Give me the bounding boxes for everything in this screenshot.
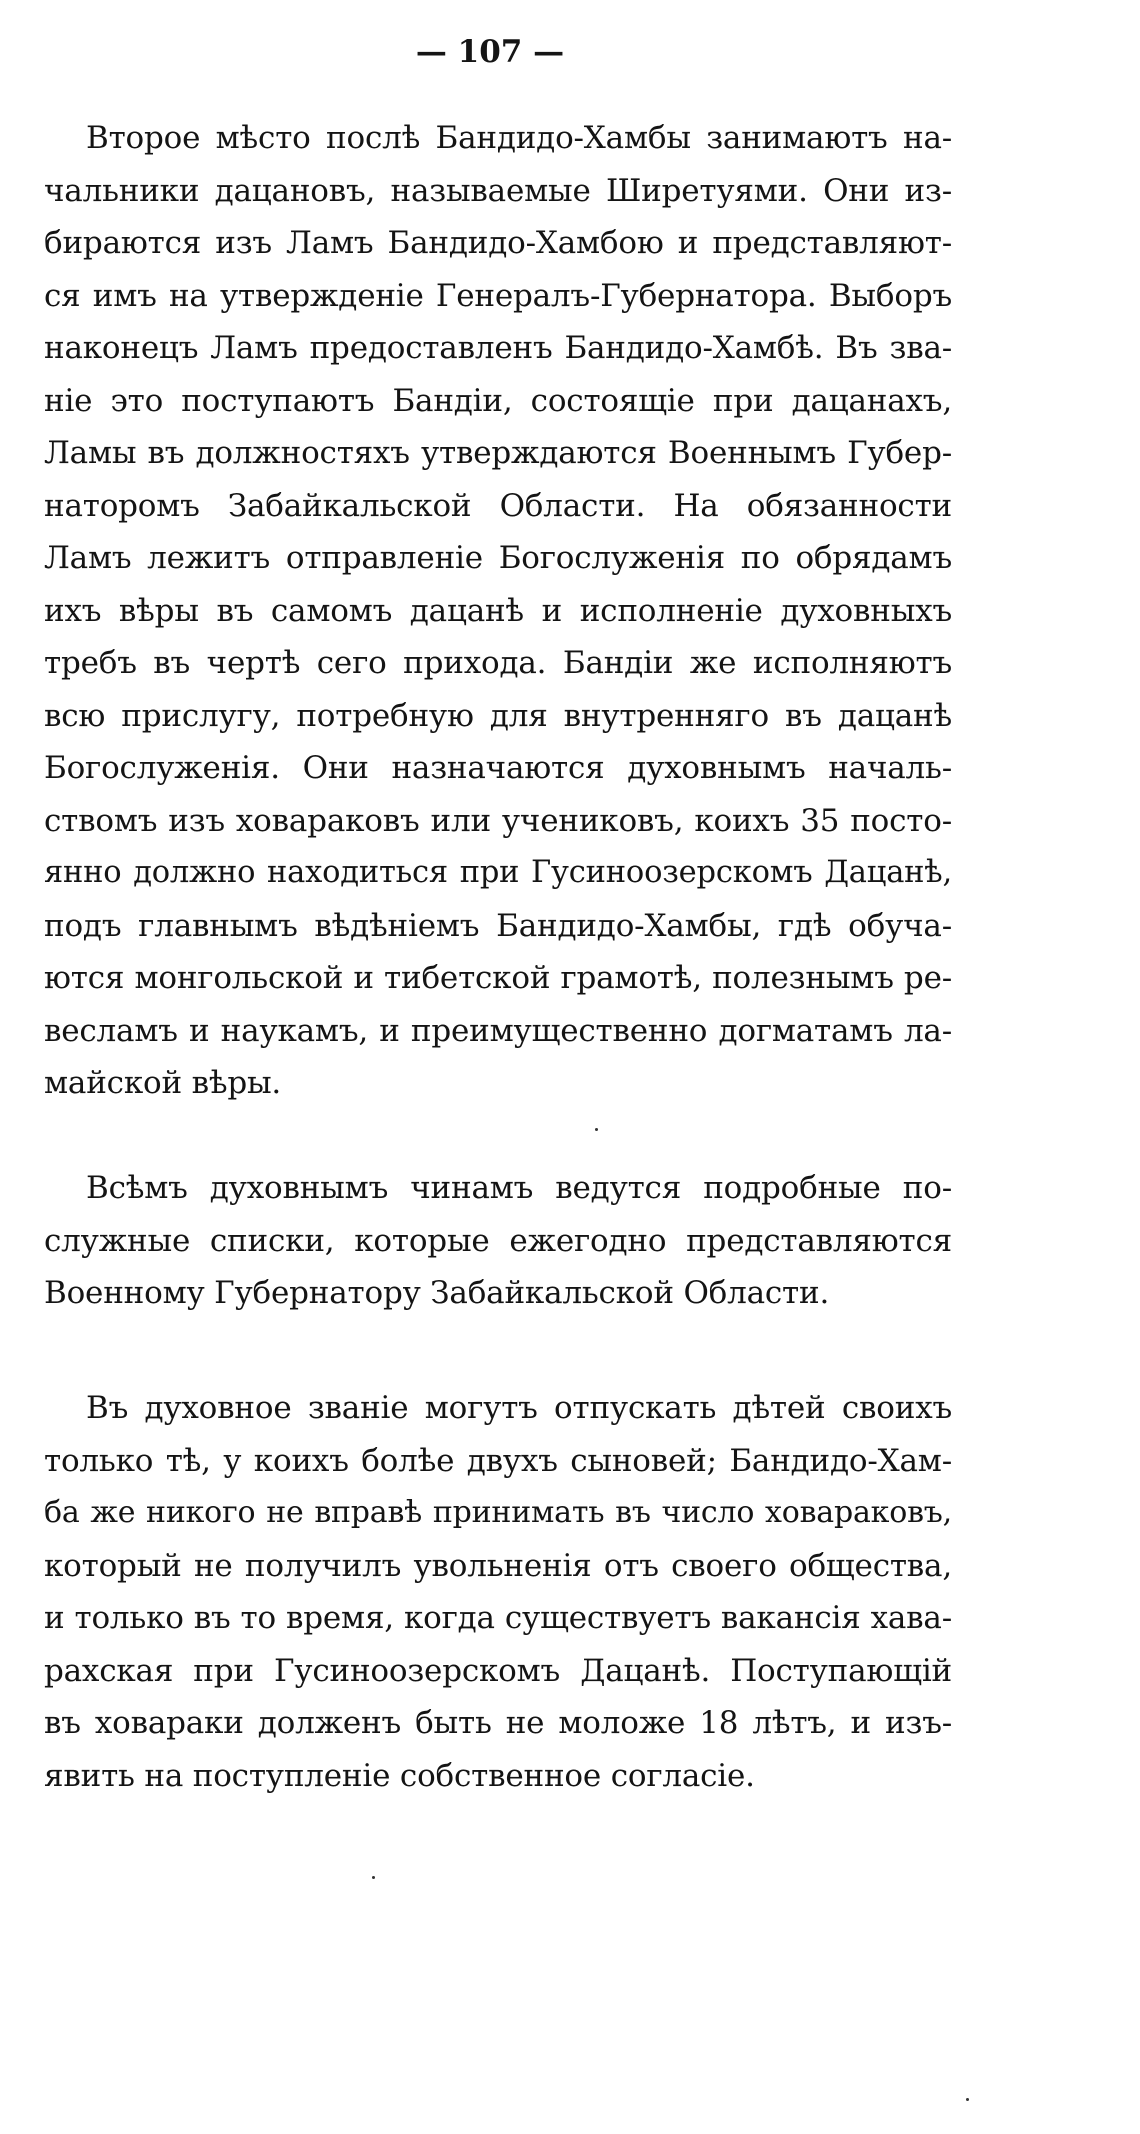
ink-speck <box>966 2098 969 2101</box>
text-line: ніе это поступаютъ Бандіи, состоящіе при дацанахъ, <box>44 382 952 419</box>
text-line: и только въ то время, когда существуетъ вакансія хава- <box>44 1600 952 1636</box>
text-line: Второе мѣсто послѣ Бандидо-Хамбы занимаютъ на- <box>86 120 952 156</box>
text-line: Въ духовное званіе могутъ отпускать дѣтей своихъ <box>86 1390 952 1426</box>
text-line: ются монгольской и тибетской грамотѣ, полезнымъ ре- <box>44 960 952 996</box>
ink-speck <box>372 1876 375 1879</box>
text-line: чальники дацановъ, называемые Ширетуями. Они из- <box>44 172 952 209</box>
text-line: Военному Губернатору Забайкальской Области. <box>44 1275 830 1311</box>
text-line: наторомъ Забайкальской Области. На обязанности <box>44 487 952 524</box>
text-line: ствомъ изъ ховараковъ или учениковъ, коихъ 35 посто- <box>44 802 952 839</box>
paragraph-3 <box>44 1382 952 1802</box>
text-line: весламъ и наукамъ, и преимущественно догматамъ ла- <box>44 1012 952 1049</box>
paragraph-2 <box>44 1162 952 1320</box>
text-line: Ламы въ должностяхъ утверждаются Военнымъ Губер- <box>44 435 952 471</box>
paragraph-1 <box>44 112 952 1110</box>
text-line: майской вѣры. <box>44 1065 282 1101</box>
text-line: бираются изъ Ламъ Бандидо-Хамбою и представляют- <box>44 225 952 261</box>
text-line: Ламъ лежитъ отправленіе Богослуженія по обрядамъ <box>44 540 952 576</box>
ink-speck <box>595 1128 598 1131</box>
text-line: подъ главнымъ вѣдѣніемъ Бандидо-Хамбы, гдѣ обуча- <box>44 907 952 944</box>
text-line: въ ховараки долженъ быть не моложе 18 лѣтъ, и изъ- <box>44 1705 952 1741</box>
text-line: янно должно находиться при Гусиноозерскомъ Дацанѣ, <box>44 855 952 890</box>
text-line: ся имъ на утвержденіе Генералъ-Губернатора. Выборъ <box>44 277 952 314</box>
text-line: ихъ вѣры въ самомъ дацанѣ и исполненіе духовныхъ <box>44 592 952 629</box>
text-line: всю прислугу, потребную для внутренняго въ дацанѣ <box>44 697 952 734</box>
text-line: служные списки, которые ежегодно представляются <box>44 1222 952 1259</box>
page-number: — 107 — <box>415 34 565 70</box>
text-line: явить на поступленіе собственное согласіе. <box>44 1757 755 1794</box>
text-line: требъ въ чертѣ сего прихода. Бандіи же исполняютъ <box>44 645 952 681</box>
text-line: рахская при Гусиноозерскомъ Дацанѣ. Поступающій <box>44 1652 952 1689</box>
text-line: который не получилъ увольненія отъ своего общества, <box>44 1547 952 1584</box>
text-line: ба же никого не вправѣ принимать въ число ховараковъ, <box>44 1495 952 1530</box>
text-line: Всѣмъ духовнымъ чинамъ ведутся подробные по- <box>86 1170 952 1206</box>
text-line: только тѣ, у коихъ болѣе двухъ сыновей; Бандидо-Хам- <box>44 1442 952 1479</box>
text-line: наконецъ Ламъ предоставленъ Бандидо-Хамбѣ. Въ зва- <box>44 330 952 366</box>
text-line: Богослуженія. Они назначаются духовнымъ началь- <box>44 750 952 786</box>
